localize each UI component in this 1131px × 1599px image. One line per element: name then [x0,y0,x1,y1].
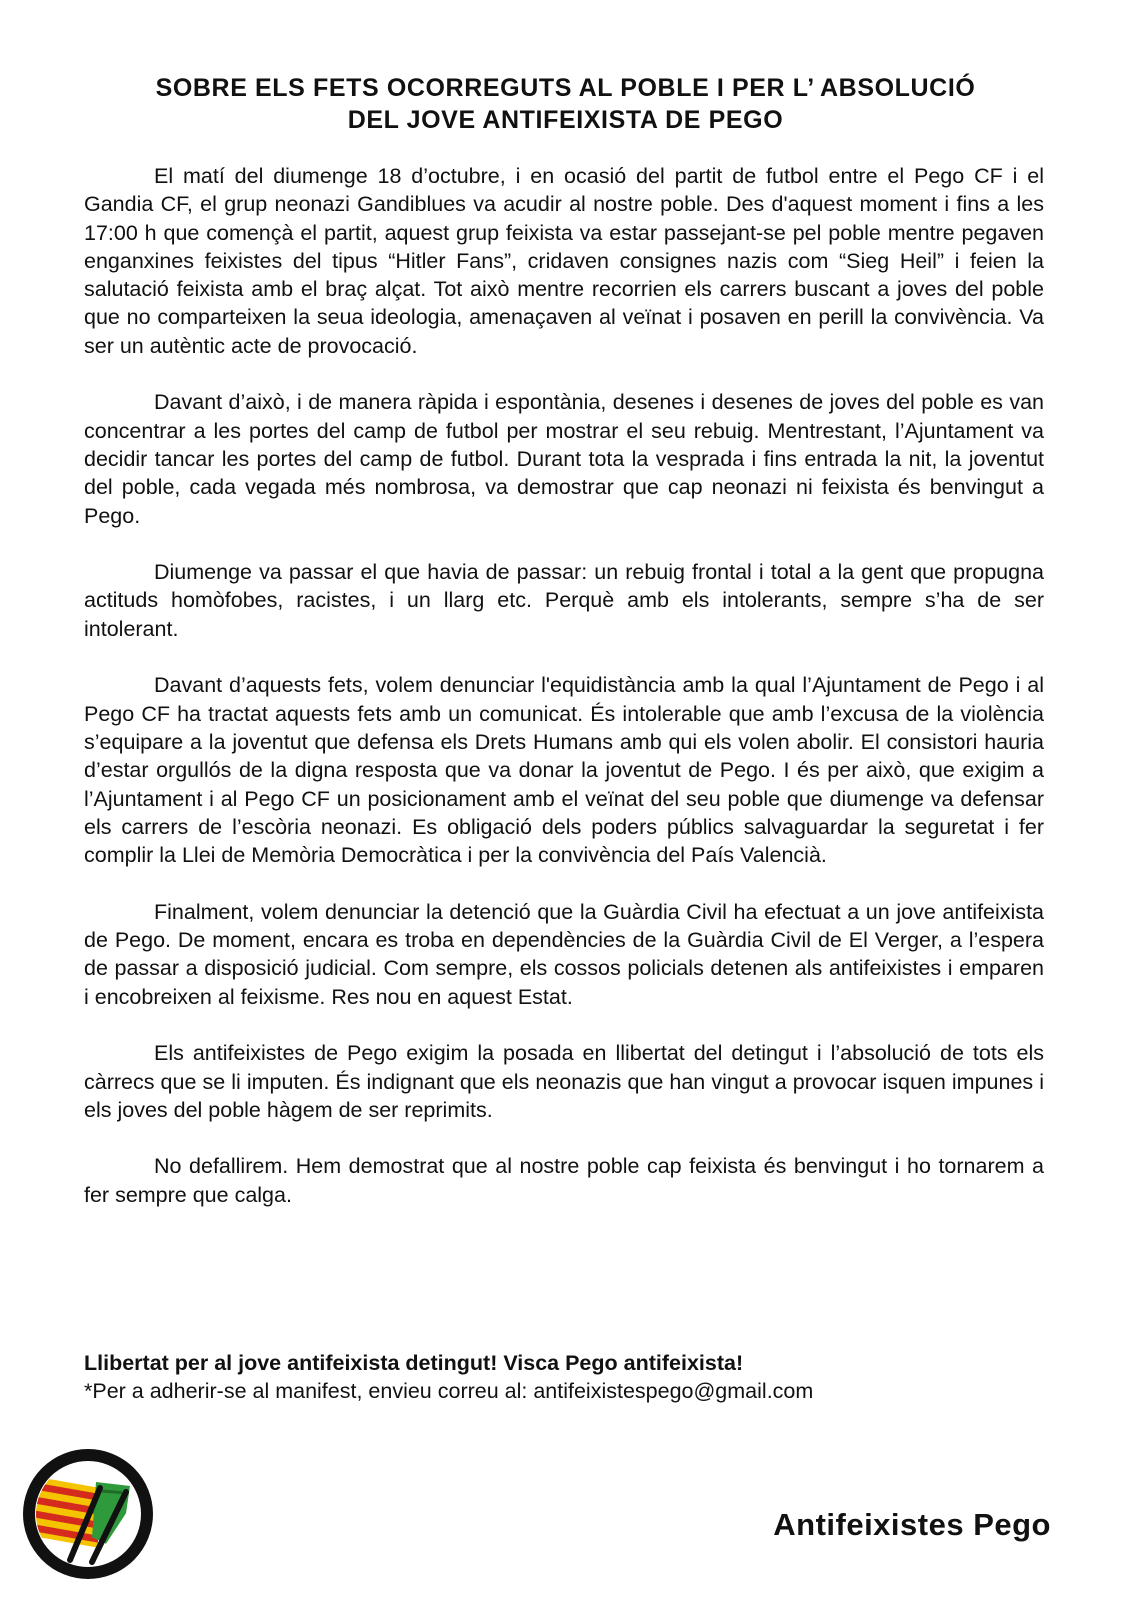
manifest-body [84,162,1044,1237]
paragraph: Davant d’això, i de manera ràpida i espontània, desenes i desenes de joves del poble es van concentrar a les portes del camp de futbol per mostrar el seu rebuig. Mentrestant, l’Ajuntament va decidir tancar les portes del camp de futbol. Durant tota la vesprada i fins entrada la nit, la joventut del poble, cada vegada més nombrosa, va demostrar que cap neonazi ni feixista és benvingut a Pego. [84,390,1044,528]
antifascist-flags-logo-icon [22,1448,154,1580]
paragraph: Davant d’aquests fets, volem denunciar l'equidistància amb la qual l’Ajuntament de Pego i al Pego CF ha tractat aquests fets amb un comunicat. És intolerable que amb l’excusa de la violència s’equipare a la joventut que defensa els Drets Humans amb qui els volen abolir. El consistori hauria d’estar orgullós de la digna resposta que va donar la joventut de Pego. I és per això, que exigim a l’Ajuntament i al Pego CF un posicionament amb el veïnat del seu poble que diumenge va defensar els carrers de l’escòria neonazi. Es obligació dels poders públics salvaguardar la seguretat i fer complir la Llei de Memòria Democràtica i per la convivència del País Valencià. [84,673,1044,868]
contact-note: *Per a adherir-se al manifest, envieu correu al: antifeixistespego@gmail.com [84,1379,814,1404]
title-line-1: SOBRE ELS FETS OCORREGUTS AL POBLE I PER L’ ABSOLUCIÓ [155,74,976,102]
logo-graphic [22,1448,154,1580]
paragraph: Diumenge va passar el que havia de passar: un rebuig frontal i total a la gent que propugna actituds homòfobes, racistes, i un llarg etc. Perquè amb els intolerants, sempre s’ha de ser intolerant. [84,560,1044,641]
title-line-2: DEL JOVE ANTIFEIXISTA DE PEGO [347,106,784,134]
slogan: Llibertat per al jove antifeixista detingut! Visca Pego antifeixista! [84,1351,744,1375]
paragraph: Els antifeixistes de Pego exigim la posada en llibertat del detingut i l’absolució de tots els càrrecs que se li imputen. És indignant que els neonazis que han vingut a provocar isquen impunes i els joves del poble hàgem de ser reprimits. [84,1041,1044,1122]
paragraph: Finalment, volem denunciar la detenció que la Guàrdia Civil ha efectuat a un jove antifeixista de Pego. De moment, encara es troba en dependències de la Guàrdia Civil de El Verger, a l’espera de passar a disposició judicial. Com sempre, els cossos policials detenen als antifeixistes i emparen i encobreixen al feixisme. Res nou en aquest Estat. [84,899,1044,1009]
paragraph: No defallirem. Hem demostrat que al nostre poble cap feixista és benvingut i ho tornarem a fer sempre que calga. [84,1154,1044,1207]
closing-block [84,1349,1044,1406]
document-title [0,72,1131,136]
paragraph: El matí del diumenge 18 d’octubre, i en ocasió del partit de futbol entre el Pego CF i el Gandia CF, el grup neonazi Gandiblues va acudir al nostre poble. Des d'aquest moment i fins a les 17:00 h que començà el partit, aquest grup feixista va estar passejant-se pel poble mentre pegaven enganxines feixistes del tipus “Hitler Fans”, cridaven consignes nazis com “Sieg Heil” i feien la salutació feixista amb el braç alçat. Tot això mentre recorrien els carrers buscant a joves del poble que no comparteixen la seua ideologia, amenaçaven al veïnat i posaven en perill la convivència. Va ser un autèntic acte de provocació. [84,164,1044,358]
signature: Antifeixistes Pego [773,1507,1051,1542]
